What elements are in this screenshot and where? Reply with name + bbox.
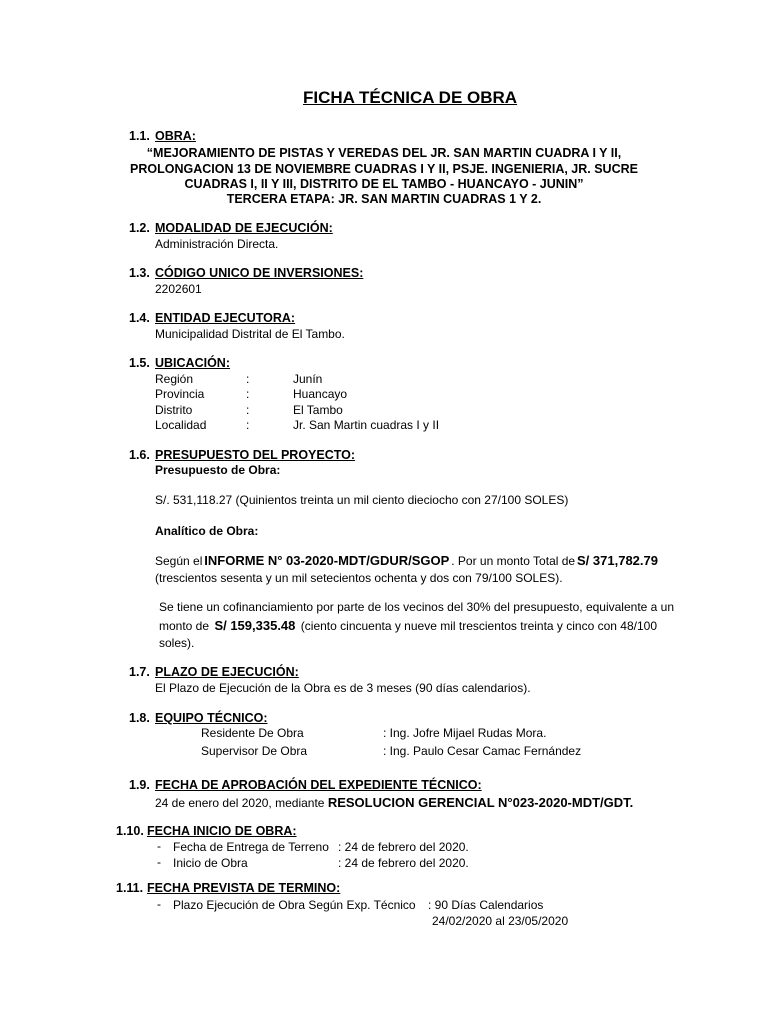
section-heading-entidad: ENTIDAD EJECUTORA: xyxy=(155,311,296,325)
cofinanciamiento-text: monto de xyxy=(159,619,210,633)
section-heading-aprobacion: FECHA DE APROBACIÓN DEL EXPEDIENTE TÉCNICO: xyxy=(155,778,482,792)
equipo-role: Supervisor De Obra xyxy=(201,744,308,758)
ubicacion-sep: : xyxy=(246,387,250,401)
termino-dates: 24/02/2020 al 23/05/2020 xyxy=(432,914,569,928)
obra-line: CUADRAS I, II Y III, DISTRITO DE EL TAMBO - HUANCAYO - JUNIN” xyxy=(184,177,584,191)
inicio-value: : 24 de febrero del 2020. xyxy=(338,840,469,854)
section-number: 1.7. xyxy=(129,665,150,679)
bullet-dash: - xyxy=(157,855,161,869)
ubicacion-label: Localidad xyxy=(155,418,207,432)
ubicacion-value: Junín xyxy=(293,372,323,386)
aprobacion-date: 24 de enero del 2020, mediante xyxy=(155,796,328,810)
equipo-person: : Ing. Paulo Cesar Camac Fernández xyxy=(383,744,582,758)
analitico-paragraph-line: (trescientos sesenta y un mil setecientos ochenta y dos con 79/100 SOLES). xyxy=(155,571,563,585)
bullet-dash: - xyxy=(157,839,161,853)
obra-line: TERCERA ETAPA: JR. SAN MARTIN CUADRAS 1 Y 2. xyxy=(226,192,542,206)
section-number: 1.5. xyxy=(129,356,150,370)
section-number: 1.2. xyxy=(129,221,150,235)
resolucion-reference: RESOLUCION GERENCIAL N°023-2020-MDT/GDT. xyxy=(327,795,634,810)
presupuesto-subheading: Presupuesto de Obra: xyxy=(155,463,281,477)
inicio-label: Fecha de Entrega de Terreno xyxy=(173,840,329,854)
analitico-text: Según el xyxy=(155,554,203,568)
section-number: 1.8. xyxy=(129,711,150,725)
analitico-subheading: Analítico de Obra: xyxy=(155,524,259,538)
termino-label: Plazo Ejecución de Obra Según Exp. Técnico xyxy=(173,898,416,912)
aprobacion-value xyxy=(155,795,633,810)
section-number: 1.4. xyxy=(129,311,150,325)
ubicacion-value: Jr. San Martin cuadras I y II xyxy=(293,418,440,432)
section-heading-presupuesto: PRESUPUESTO DEL PROYECTO: xyxy=(155,448,356,462)
section-number: 1.9. xyxy=(129,778,150,792)
bullet-dash: - xyxy=(157,897,161,911)
analitico-paragraph-line xyxy=(155,553,658,568)
section-heading-modalidad: MODALIDAD DE EJECUCIÓN: xyxy=(155,221,333,235)
section-heading-ubicacion: UBICACIÓN: xyxy=(155,356,230,370)
ubicacion-value: El Tambo xyxy=(293,403,343,417)
ubicacion-sep: : xyxy=(246,372,250,386)
ubicacion-label: Distrito xyxy=(155,403,193,417)
section-heading-plazo: PLAZO DE EJECUCIÓN: xyxy=(155,665,299,679)
analitico-amount: S/ 371,782.79 xyxy=(577,553,658,568)
ubicacion-label: Provincia xyxy=(155,387,205,401)
obra-line: “MEJORAMIENTO DE PISTAS Y VEREDAS DEL JR. SAN MARTIN CUADRA I Y II, xyxy=(146,146,622,160)
ubicacion-value: Huancayo xyxy=(293,387,348,401)
section-number: 1.6. xyxy=(129,448,150,462)
presupuesto-value: S/. 531,118.27 (Quinientos treinta un mil ciento dieciocho con 27/100 SOLES) xyxy=(155,493,569,507)
cofinanciamiento-line: Se tiene un cofinanciamiento por parte de los vecinos del 30% del presupuesto, equivalente a un xyxy=(159,600,675,614)
codigo-value: 2202601 xyxy=(155,282,202,296)
plazo-value: El Plazo de Ejecución de la Obra es de 3 meses (90 días calendarios). xyxy=(155,681,531,695)
termino-value: : 90 Días Calendarios xyxy=(428,898,544,912)
section-heading-codigo: CÓDIGO UNICO DE INVERSIONES: xyxy=(155,266,364,280)
document-title: FICHA TÉCNICA DE OBRA xyxy=(303,88,518,107)
modalidad-value: Administración Directa. xyxy=(155,237,279,251)
equipo-role: Residente De Obra xyxy=(201,726,304,740)
section-heading-inicio: FECHA INICIO DE OBRA: xyxy=(147,824,297,838)
section-number: 1.10. xyxy=(116,824,144,838)
analitico-text: . Por un monto Total de xyxy=(451,554,576,568)
section-number: 1.11. xyxy=(116,881,144,895)
ubicacion-sep: : xyxy=(246,403,250,417)
cofinanciamiento-line: soles). xyxy=(159,636,195,650)
cofinanciamiento-line xyxy=(159,618,657,633)
cofinanciamiento-text: (ciento cincuenta y nueve mil trescientos treinta y cinco con 48/100 xyxy=(300,619,657,633)
section-heading-obra: OBRA: xyxy=(155,129,196,143)
section-heading-equipo: EQUIPO TÉCNICO: xyxy=(155,711,268,725)
cofinanciamiento-amount: S/ 159,335.48 xyxy=(214,618,296,633)
section-number: 1.1. xyxy=(129,129,150,143)
ubicacion-sep: : xyxy=(246,418,250,432)
informe-reference: INFORME N° 03-2020-MDT/GDUR/SGOP xyxy=(204,553,450,568)
inicio-value: : 24 de febrero del 2020. xyxy=(338,856,469,870)
equipo-person: : Ing. Jofre Mijael Rudas Mora. xyxy=(383,726,547,740)
entidad-value: Municipalidad Distrital de El Tambo. xyxy=(155,327,345,341)
ubicacion-label: Región xyxy=(155,372,194,386)
section-number: 1.3. xyxy=(129,266,150,280)
inicio-label: Inicio de Obra xyxy=(173,856,248,870)
section-heading-termino: FECHA PREVISTA DE TERMINO: xyxy=(147,881,341,895)
obra-line: PROLONGACION 13 DE NOVIEMBRE CUADRAS I Y II, PSJE. INGENIERIA, JR. SUCRE xyxy=(130,162,638,176)
